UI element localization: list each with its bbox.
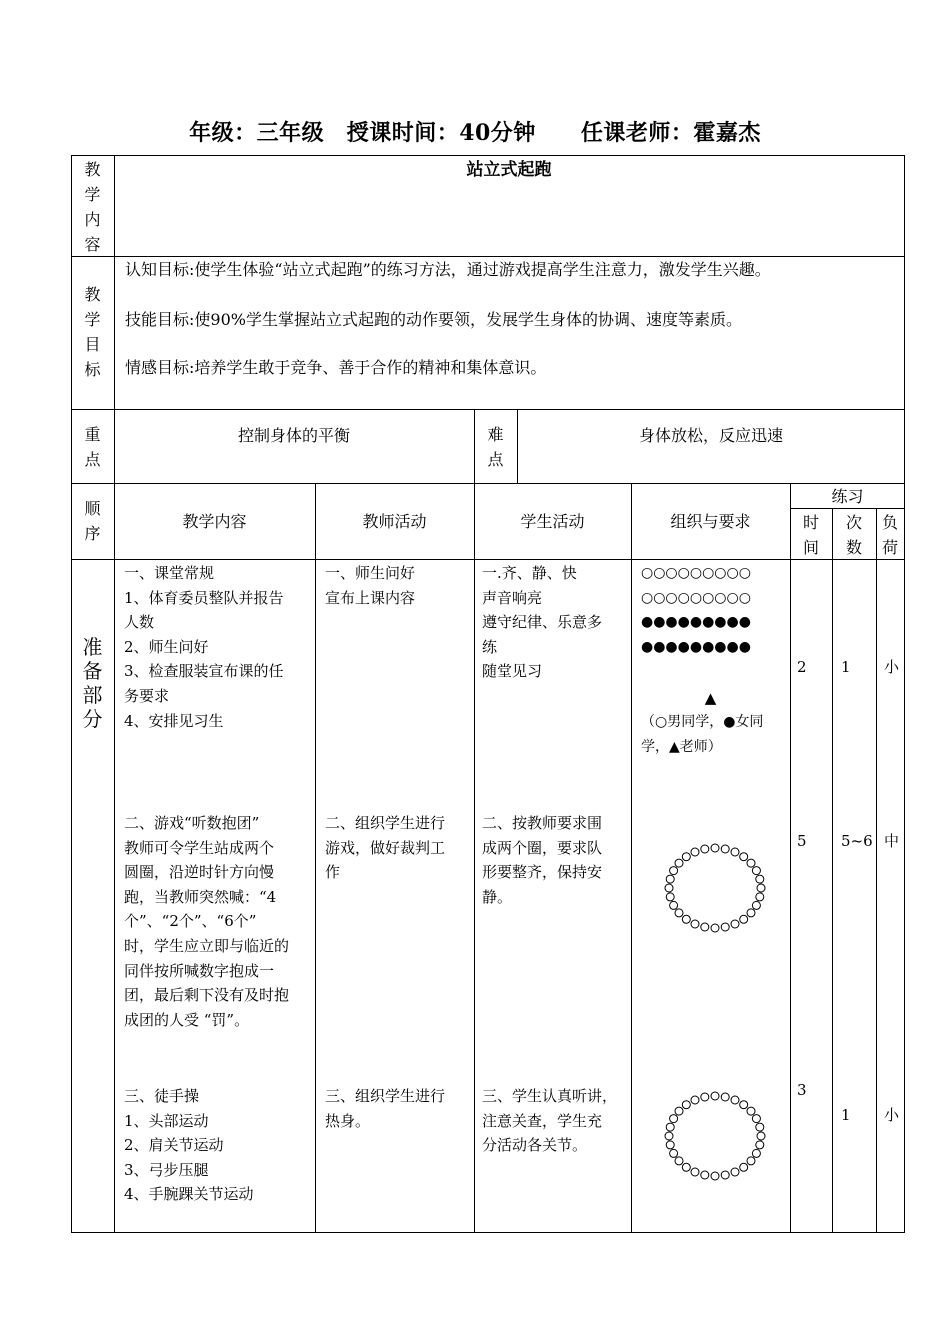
student-marker	[756, 875, 764, 883]
student-marker	[721, 1093, 729, 1101]
section2-teacher: 二、组织学生进行 游戏，做好裁判工 作	[325, 814, 446, 882]
section3-time: 3	[797, 1081, 807, 1099]
section2-time: 5	[797, 832, 807, 850]
student-marker	[740, 853, 748, 861]
student-marker	[711, 844, 719, 852]
student-marker	[752, 901, 760, 909]
student-marker	[691, 848, 699, 856]
student-marker	[691, 1096, 699, 1104]
order-header: 顺 序	[84, 499, 101, 543]
student-marker	[756, 1123, 764, 1131]
prep-part-label: 准 备 部 分	[82, 635, 103, 731]
section1-content: 一、课堂常规 1、体育委员整队并报告 人数 2、师生问好 3、检查服装宣布课的任 务要求 4、安排见习生	[124, 564, 284, 730]
student-marker	[757, 884, 765, 892]
student-marker	[701, 1171, 709, 1179]
content-title: 站立式起跑	[466, 160, 552, 180]
section1-time: 2	[797, 658, 807, 676]
teacher-text: 任课老师：霍嘉杰	[580, 120, 761, 146]
student-marker	[740, 1101, 748, 1109]
student-marker	[675, 909, 683, 917]
student-marker	[691, 920, 699, 928]
student-marker	[721, 845, 729, 853]
goals-label: 教 学 目 标	[84, 285, 101, 379]
student-marker	[682, 1163, 690, 1171]
section3-load: 小	[884, 1106, 900, 1124]
formation-legend: （○男同学，●女同 学，▲老师）	[641, 714, 764, 755]
circle-formation-warmup	[660, 1088, 770, 1188]
student-marker	[752, 1149, 760, 1157]
key-point: 控制身体的平衡	[237, 426, 350, 445]
student-marker	[675, 1107, 683, 1115]
formation-row-girls-2: ●●●●●●●●●	[641, 638, 751, 655]
student-marker	[670, 1149, 678, 1157]
section3-teacher: 三、组织学生进行 热身。	[325, 1087, 446, 1130]
student-marker	[675, 1157, 683, 1165]
student-marker	[721, 923, 729, 931]
load-header: 负 荷	[881, 513, 898, 557]
difficult-label: 难 点	[487, 425, 504, 469]
student-marker	[691, 1168, 699, 1176]
student-marker	[701, 845, 709, 853]
student-marker	[731, 1096, 739, 1104]
student-marker	[675, 859, 683, 867]
duration-text: 授课时间：40分钟	[346, 120, 536, 146]
student-marker	[752, 867, 760, 875]
student-marker	[757, 1132, 765, 1140]
student-marker	[711, 1092, 719, 1100]
student-marker	[711, 924, 719, 932]
organization-header: 组织与要求	[670, 512, 751, 531]
student-marker	[665, 884, 673, 892]
formation-row-girls-1: ●●●●●●●●●	[641, 614, 751, 631]
section1-student: 一.齐、静、快 声音响亮 遵守纪律、乐意多 练 随堂见习	[482, 564, 603, 681]
circle-formation-game	[660, 840, 770, 940]
student-marker	[682, 915, 690, 923]
grade-text: 年级：三年级	[189, 120, 325, 146]
student-marker	[670, 867, 678, 875]
section1-teacher: 一、师生问好 宣布上课内容	[325, 564, 416, 607]
content-label: 教 学 内 容	[84, 160, 101, 254]
student-marker	[731, 1168, 739, 1176]
section2-student: 二、按教师要求围 成两个圈，要求队 形要整齐，保持安 静。	[482, 814, 603, 906]
student-marker	[665, 1132, 673, 1140]
student-marker	[756, 893, 764, 901]
teacher-activity-header: 教师活动	[362, 512, 427, 531]
student-marker	[747, 1107, 755, 1115]
student-marker	[747, 909, 755, 917]
student-marker	[731, 920, 739, 928]
student-marker	[666, 875, 674, 883]
practice-header: 练习	[831, 487, 864, 506]
section1-count: 1	[841, 658, 851, 676]
formation-row-boys-1: ○○○○○○○○○	[641, 565, 751, 581]
student-marker	[740, 915, 748, 923]
student-marker	[666, 893, 674, 901]
formation-row-boys-2: ○○○○○○○○○	[641, 589, 751, 606]
lesson-header	[0, 116, 950, 147]
section1-formation	[641, 561, 751, 659]
affective-goal: 情感目标:培养学生敢于竞争、善于合作的精神和集体意识。	[125, 358, 547, 377]
count-header: 次 数	[845, 513, 862, 557]
student-marker	[682, 853, 690, 861]
student-marker	[666, 1123, 674, 1131]
section2-load: 中	[884, 832, 900, 850]
student-activity-header: 学生活动	[520, 512, 585, 531]
student-marker	[682, 1101, 690, 1109]
cognitive-goal: 认知目标:使学生体验“站立式起跑”的练习方法，通过游戏提高学生注意力，激发学生兴趣。	[125, 260, 771, 279]
student-marker	[747, 1157, 755, 1165]
section3-student: 三、学生认真听讲， 注意关查，学生充 分活动各关节。	[482, 1087, 618, 1155]
student-marker	[752, 1115, 760, 1123]
content-header: 教学内容	[182, 512, 247, 531]
time-header: 时 间	[802, 513, 819, 557]
student-marker	[747, 859, 755, 867]
skill-goal: 技能目标:使90%学生掌握站立式起跑的动作要领，发展学生身体的协调、速度等素质。	[125, 310, 742, 329]
teacher-mark: ▲	[704, 689, 717, 707]
section2-count: 5~6	[841, 832, 873, 850]
difficult-point: 身体放松，反应迅速	[638, 426, 783, 445]
student-marker	[670, 1115, 678, 1123]
key-label: 重 点	[84, 425, 101, 469]
section1-load: 小	[884, 658, 900, 676]
section3-count: 1	[841, 1106, 851, 1124]
student-marker	[670, 901, 678, 909]
student-marker	[701, 1093, 709, 1101]
student-marker	[711, 1172, 719, 1180]
student-marker	[731, 848, 739, 856]
student-marker	[740, 1163, 748, 1171]
student-marker	[721, 1171, 729, 1179]
student-marker	[666, 1141, 674, 1149]
section3-content: 三、徒手操 1、头部运动 2、肩关节运动 3、弓步压腿 4、手腕踝关节运动	[124, 1087, 254, 1204]
student-marker	[756, 1141, 764, 1149]
section2-content: 二、游戏“听数抱团” 教师可令学生站成两个 圆圈，沿逆时针方向慢 跑，当教师突然喊：“4 个”、“2个”、“6个” 时，学生应立即与临近的 同伴按所喊数字抱成一 团，最后剩下没有及时抱 成团的人受 “罚”。	[124, 814, 290, 1029]
student-marker	[701, 923, 709, 931]
